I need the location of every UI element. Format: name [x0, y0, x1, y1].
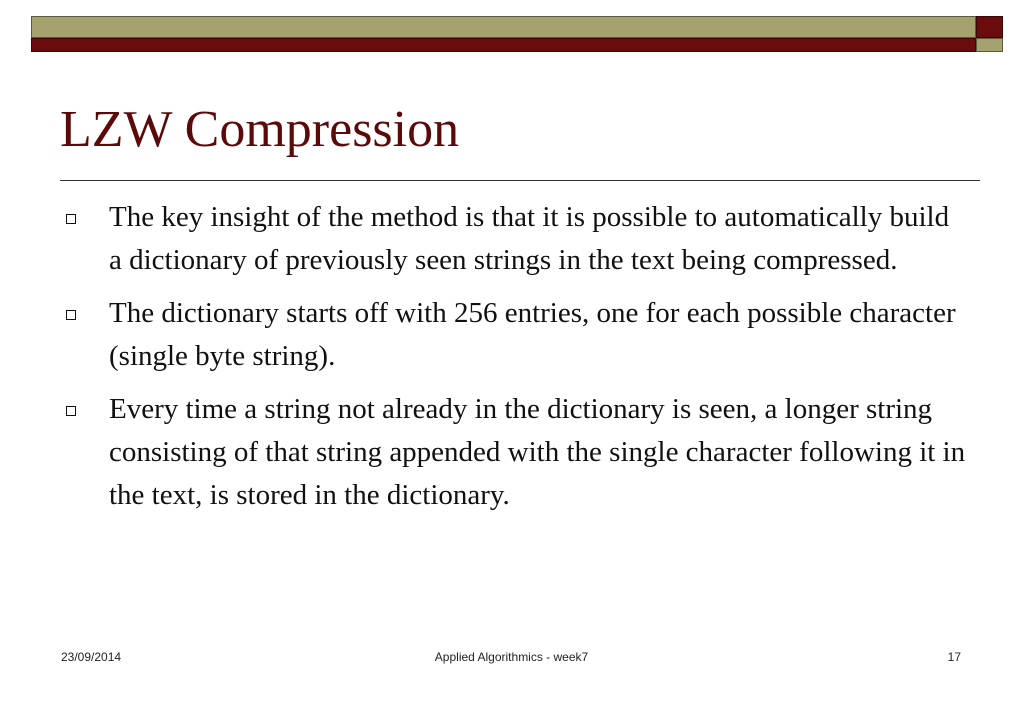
header-band-maroon: [31, 38, 976, 52]
bullet-item: [62, 196, 967, 282]
hollow-square-bullet-icon: [66, 406, 76, 416]
header-band-olive: [31, 16, 976, 38]
slide-title: LZW Compression: [60, 101, 460, 158]
bullet-list: [62, 196, 967, 527]
bullet-item: [62, 292, 967, 378]
bullet-item: [62, 388, 967, 517]
footer-date: 23/09/2014: [61, 650, 122, 664]
hollow-square-bullet-icon: [66, 214, 76, 224]
footer-course-title: Applied Algorithmics - week7: [434, 650, 589, 664]
header-corner-olive-block: [976, 38, 1003, 52]
bullet-text: The dictionary starts off with 256 entries, one for each possible character (single byte string).: [109, 297, 956, 372]
title-divider: [60, 180, 980, 181]
bullet-text: The key insight of the method is that it is possible to automatically build a dictionary of previously seen strings in the text being compressed.: [109, 201, 950, 276]
footer-page-number: 17: [947, 650, 961, 664]
bullet-text: Every time a string not already in the dictionary is seen, a longer string consisting of that string appended with the single character following it in the text, is stored in the dictionary.: [109, 393, 966, 511]
hollow-square-bullet-icon: [66, 310, 76, 320]
header-corner-maroon-block: [976, 16, 1003, 38]
